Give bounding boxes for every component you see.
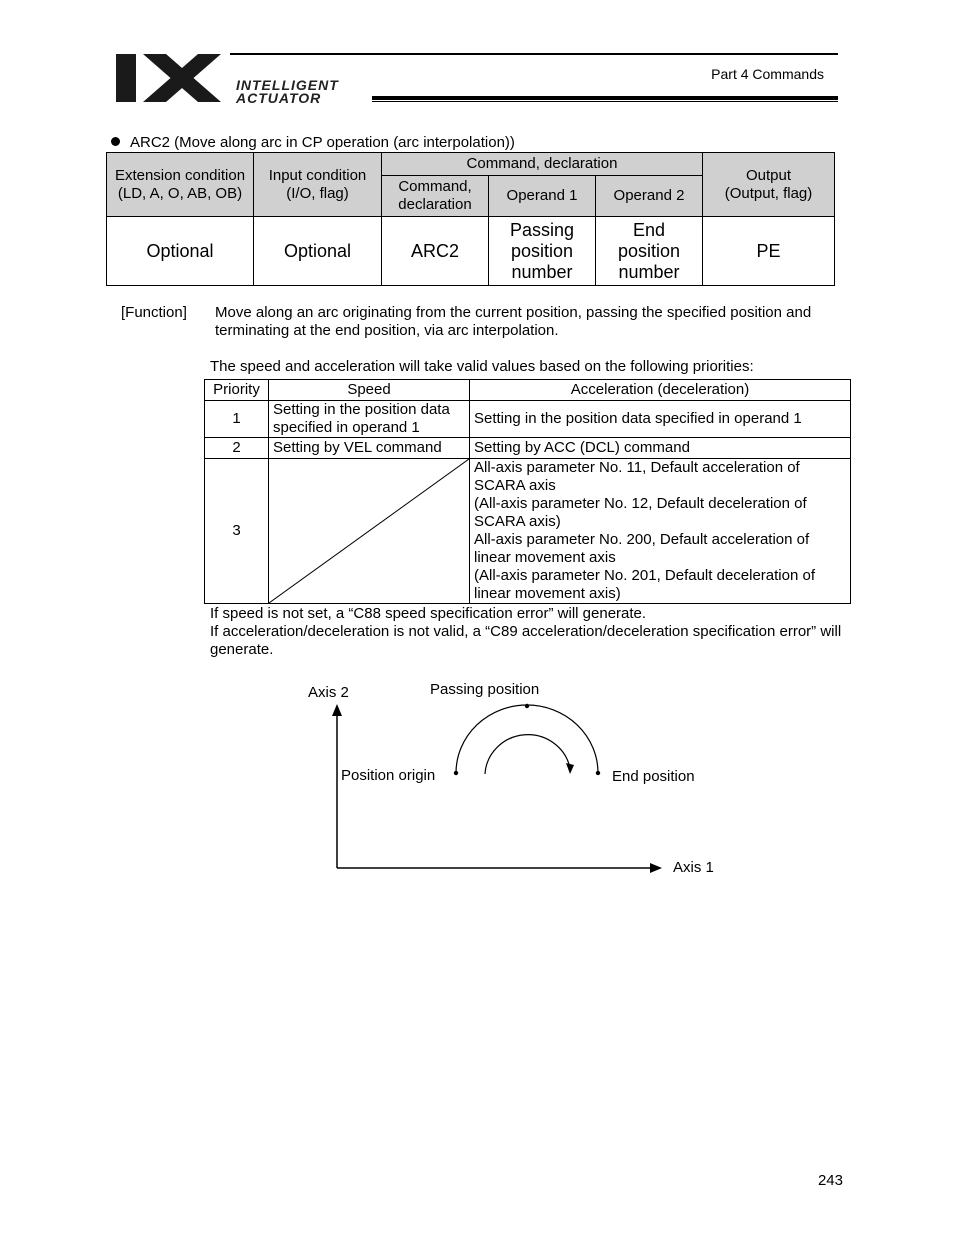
priority-header: Priority bbox=[205, 380, 269, 401]
table-row bbox=[205, 459, 851, 604]
end-position-label: End position bbox=[612, 768, 695, 785]
accel-header: Acceleration (deceleration) bbox=[470, 380, 851, 401]
function-text: Move along an arc originating from the current position, passing the specified position and terminating at the end position, via arc interpolation. bbox=[215, 304, 812, 339]
axis2-label: Axis 2 bbox=[308, 684, 349, 701]
header-rule-top bbox=[230, 53, 838, 55]
header-command-group: Command, declaration bbox=[382, 153, 703, 176]
accel-cell: Setting by ACC (DCL) command bbox=[470, 438, 851, 459]
cell-extension: Optional bbox=[107, 217, 254, 286]
function-label: [Function] bbox=[121, 304, 187, 321]
speed-cell-not-applicable bbox=[269, 459, 470, 604]
header-command: Command, declaration bbox=[382, 176, 489, 217]
axis1-label: Axis 1 bbox=[673, 859, 714, 876]
outer-arc bbox=[456, 705, 598, 773]
priority-table bbox=[204, 379, 851, 604]
speed-priority-intro: The speed and acceleration will take valid values based on the following priorities: bbox=[210, 358, 754, 375]
end-point bbox=[596, 771, 600, 775]
diagonal-slash bbox=[269, 459, 469, 603]
arc-diagram bbox=[290, 670, 750, 900]
notes bbox=[210, 605, 850, 659]
command-table bbox=[106, 152, 835, 286]
note-speed: If speed is not set, a “C88 speed specification error” will generate. bbox=[210, 605, 647, 622]
cell-command: ARC2 bbox=[382, 217, 489, 286]
header-rule-thick bbox=[372, 96, 838, 100]
accel-cell: Setting in the position data specified in operand 1 bbox=[470, 401, 851, 438]
speed-cell: Setting by VEL command bbox=[269, 438, 470, 459]
cell-operand2: End position number bbox=[596, 217, 703, 286]
header-output: Output (Output, flag) bbox=[703, 153, 835, 217]
header-extension: Extension condition (LD, A, O, AB, OB) bbox=[107, 153, 254, 217]
cell-input: Optional bbox=[254, 217, 382, 286]
priority-cell: 1 bbox=[205, 401, 269, 438]
passing-point bbox=[525, 704, 529, 708]
logo-line2: ACTUATOR bbox=[236, 90, 322, 106]
cell-operand1: Passing position number bbox=[489, 217, 596, 286]
passing-position-label: Passing position bbox=[430, 681, 540, 698]
page-number: 243 bbox=[817, 1172, 843, 1189]
header-rule-thin bbox=[372, 101, 838, 102]
logo-line1: INTELLIGENT bbox=[236, 77, 339, 93]
axis1-arrow-icon bbox=[650, 863, 662, 873]
position-origin-label: Position origin bbox=[341, 767, 436, 784]
header-input: Input condition (I/O, flag) bbox=[254, 153, 382, 217]
speed-cell: Setting in the position data specified in operand 1 bbox=[269, 401, 470, 438]
accel-cell: All-axis parameter No. 11, Default acceleration of SCARA axis (All-axis parameter No. 12, Default deceleration of SCARA axis) All-axis parameter No. 200, Default acceleration of linear movement axis (All-axis parameter No. 201, Default deceleration of linear movement axis) bbox=[470, 459, 851, 604]
priority-cell: 2 bbox=[205, 438, 269, 459]
intelligent-actuator-logo bbox=[116, 50, 406, 106]
header-operand2: Operand 2 bbox=[596, 176, 703, 217]
bullet-icon bbox=[111, 137, 120, 146]
axis2-arrow-icon bbox=[332, 704, 342, 716]
inner-arc-arrow-icon bbox=[566, 763, 574, 774]
part-title: Part 4 Commands bbox=[711, 66, 824, 82]
priority-cell: 3 bbox=[205, 459, 269, 604]
note-accel: If acceleration/deceleration is not valid, a “C89 acceleration/deceleration specification error” will generate. bbox=[210, 623, 842, 658]
origin-point bbox=[454, 771, 458, 775]
inner-arc bbox=[485, 735, 570, 774]
cell-output: PE bbox=[703, 217, 835, 286]
table-row bbox=[205, 438, 851, 459]
speed-header: Speed bbox=[269, 380, 470, 401]
table-row bbox=[205, 401, 851, 438]
section-title: ARC2 (Move along arc in CP operation (arc interpolation)) bbox=[111, 134, 515, 151]
header-operand1: Operand 1 bbox=[489, 176, 596, 217]
